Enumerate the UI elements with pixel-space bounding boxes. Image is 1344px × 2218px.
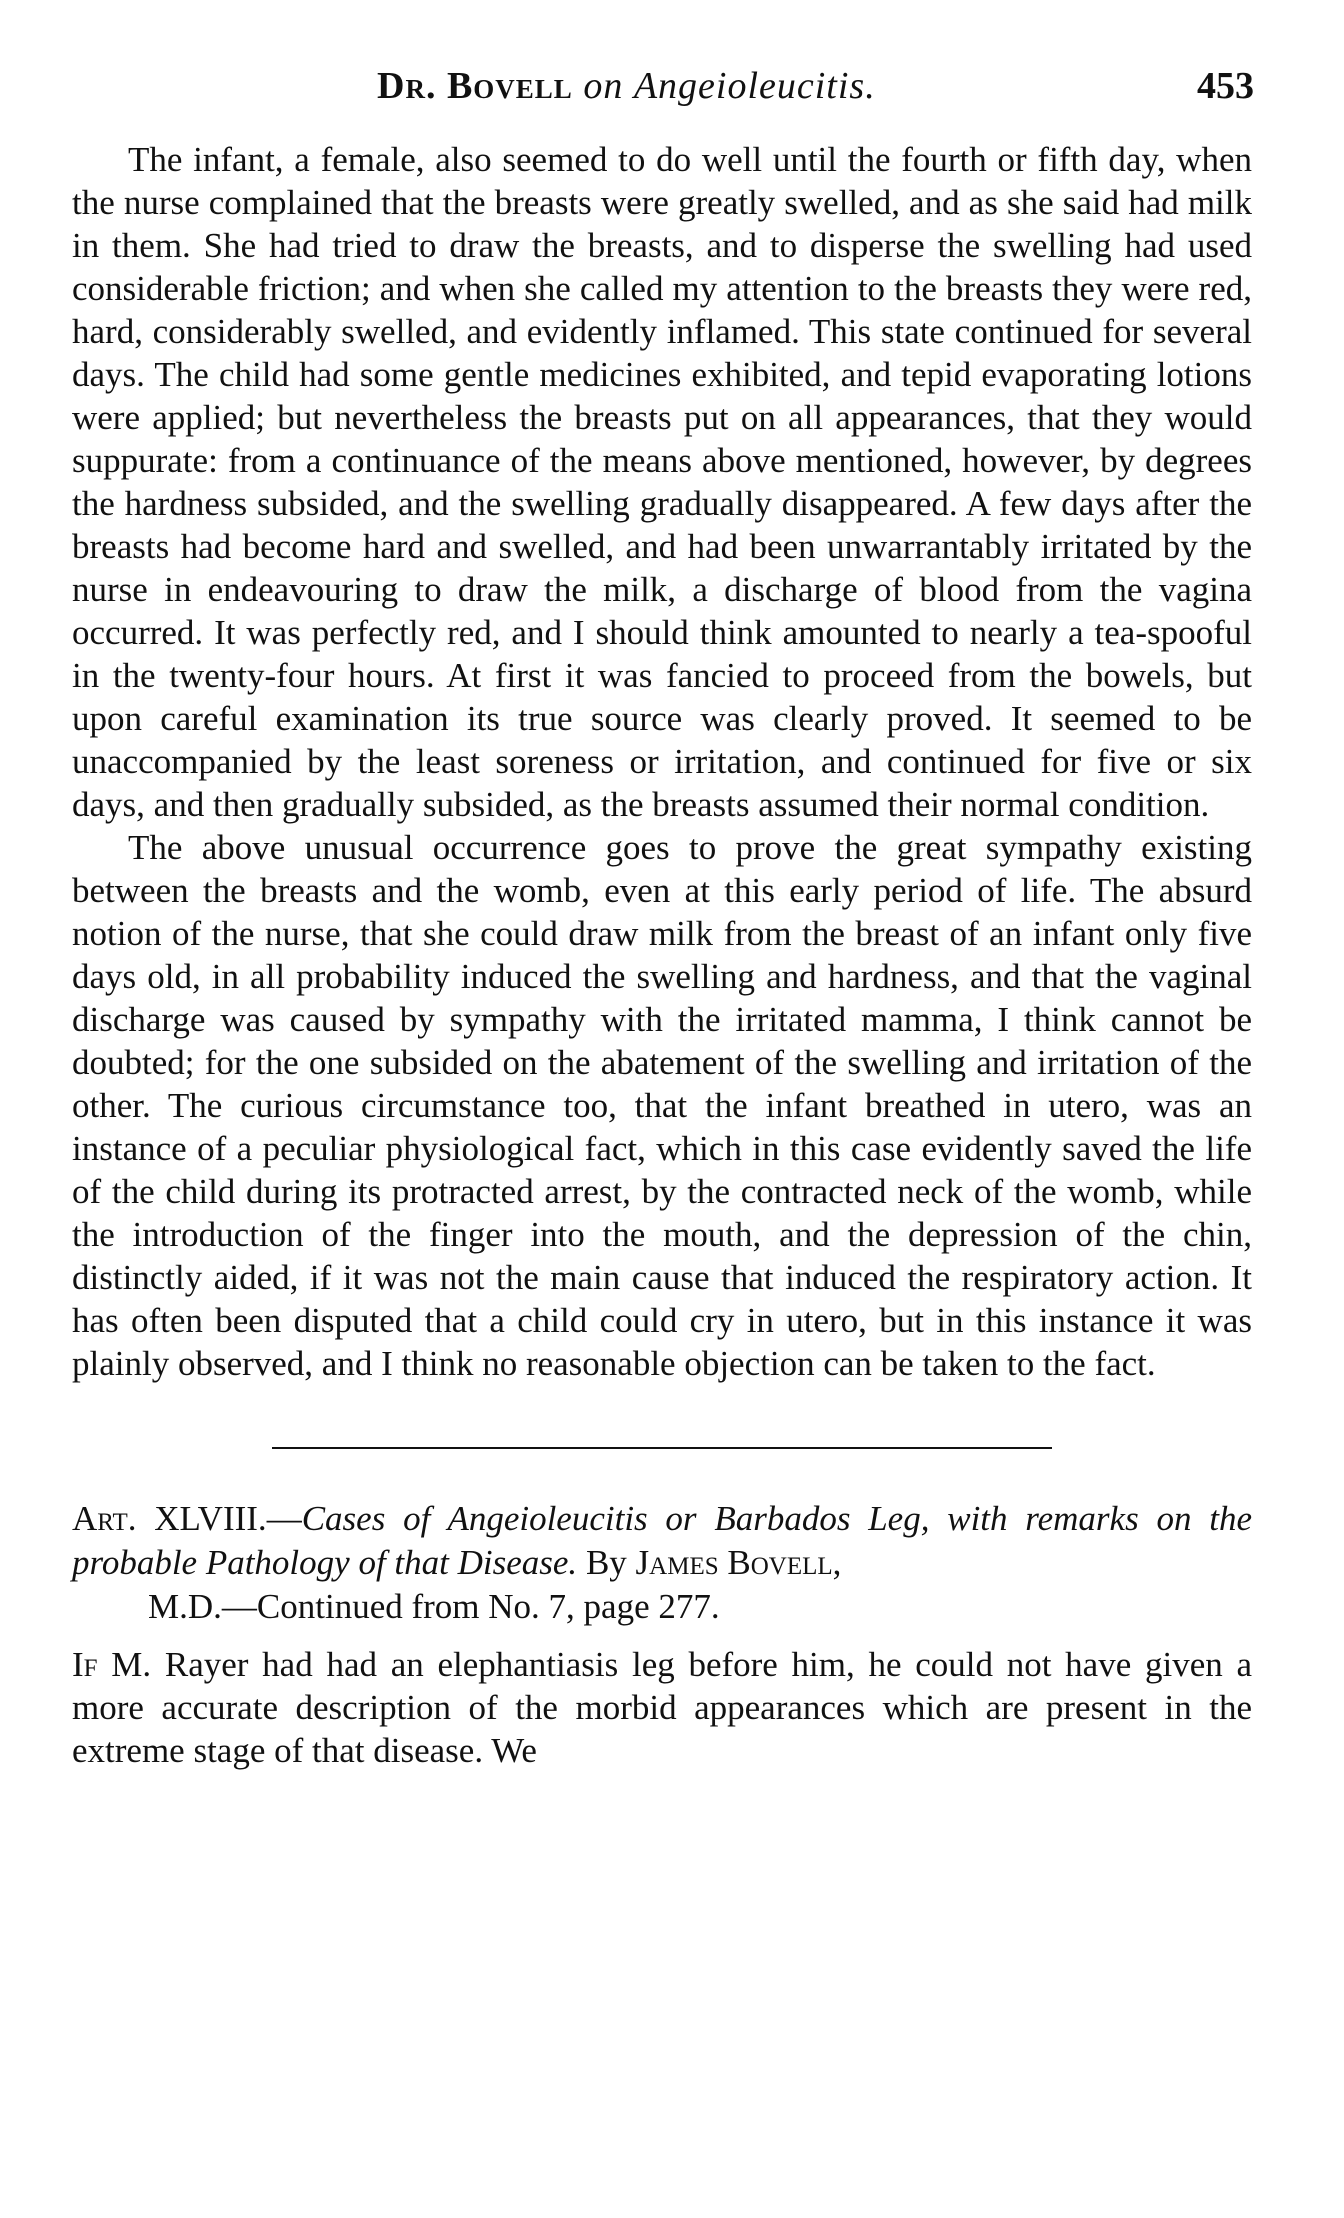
running-title-subject: Angeioleucitis. <box>633 65 876 107</box>
paragraph-infant-case: The infant, a female, also seemed to do well until the fourth or fifth day, when the nurse complained that the breasts were greatly swelled, and as she said had milk in them. She had tried to draw the breasts, and to disperse the swelling had used considerable friction; and when she called my attention to the breasts they were red, hard, considerably swelled, and evidently inflamed. This state continued for several days. The child had some gentle medicines exhibited, and tepid evaporating lotions were applied; but nevertheless the breasts put on all appearances, that they would suppurate: from a continuance of the means above mentioned, however, by degrees the hardness subsided, and the swelling gradually disappeared. A few days after the breasts had become hard and swelled, and had been unwarrantably irritated by the nurse in endeavouring to draw the milk, a discharge of blood from the vagina occurred. It was perfectly red, and I should think amounted to nearly a tea-spooful in the twenty-four hours. At first it was fancied to proceed from the bowels, but upon careful examination its true source was clearly proved. It seemed to be unaccompanied by the least soreness or irritation, and continued for five or six days, and then gradually subsided, as the breasts assumed their normal condition. <box>72 140 1252 824</box>
opening-word: If <box>72 1645 98 1684</box>
article-title: Cases of Angeioleucitis or Barbados Leg, with remarks on the probable Pathology of that Disease. <box>72 1499 1253 1582</box>
paragraph-sympathy-discussion: The above unusual occurrence goes to prove the great sympathy existing between the breasts and the womb, even at this early period of life. The absurd notion of the nurse, that she could draw milk from the breast of an infant only five days old, in all probability induced the swelling and hardness, and that the vaginal discharge was caused by sympathy with the irritated mamma, I think cannot be doubted; for the one subsided on the abatement of the swelling and irritation of the other. The curious circumstance too, that the infant breathed in utero, was an instance of a peculiar physiological fact, which in this case evidently saved the life of the child during its protracted arrest, by the contracted neck of the womb, while the introduction of the finger into the mouth, and the depression of the chin, distinctly aided, if it was not the main cause that induced the respiratory action. It has often been disputed that a child could cry in utero, but in this instance it was plainly observed, and I think no reasonable objection can be taken to the fact. <box>72 828 1252 1383</box>
article-heading <box>72 1497 1252 1629</box>
page-number: 453 <box>1197 65 1254 107</box>
running-title <box>377 64 876 108</box>
body-text <box>72 138 1252 1385</box>
paragraph-rayer-opening <box>72 1643 1252 1772</box>
article-number: Art. XLVIII. <box>72 1499 267 1538</box>
running-header <box>72 50 1252 110</box>
journal-page <box>72 50 1252 1772</box>
opening-text: M. Rayer had had an elephantiasis leg before him, he could not have given a more accurate description of the morbid appearances which are present in the extreme stage of that disease. We <box>72 1645 1252 1770</box>
article-continuation: M.D.—Continued from No. 7, page 277. <box>148 1587 720 1626</box>
article-dash: — <box>266 1499 302 1538</box>
running-title-on: on <box>583 65 624 107</box>
article-author: James Bovell, <box>635 1543 842 1582</box>
running-title-author: Dr. Bovell <box>377 65 573 107</box>
section-divider <box>272 1447 1052 1449</box>
article-by: By <box>585 1543 627 1582</box>
